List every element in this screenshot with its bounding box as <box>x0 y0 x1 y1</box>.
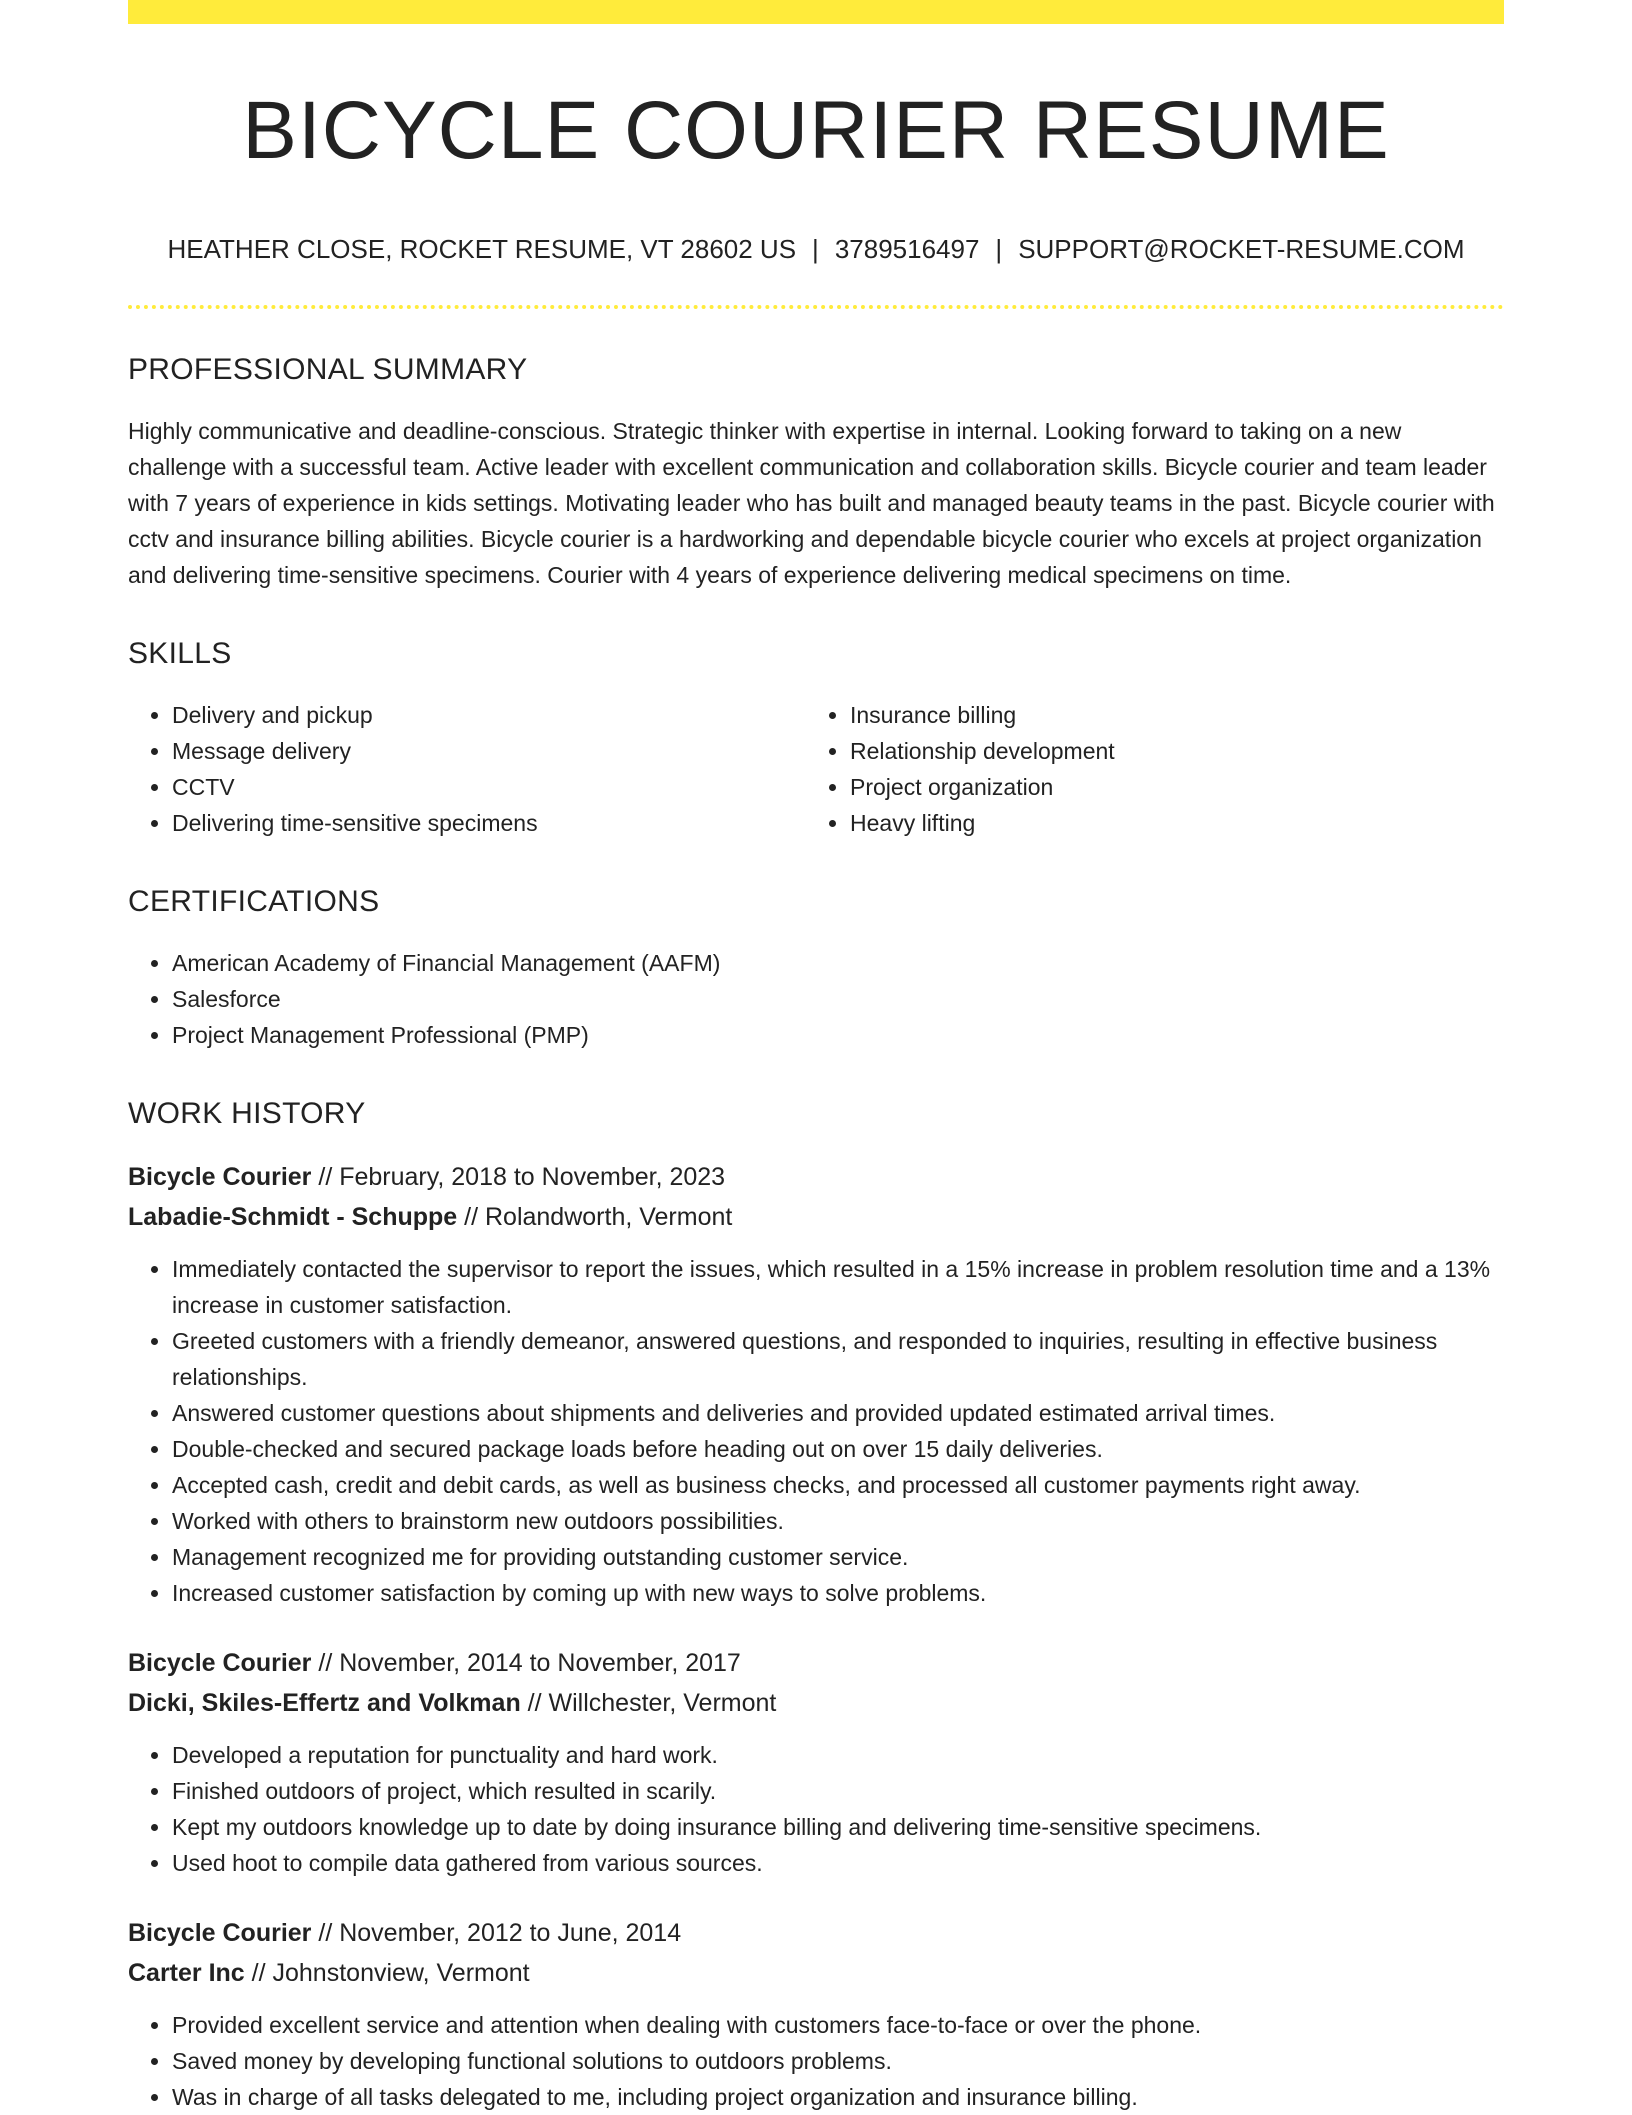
list-item: • Relationship development <box>850 733 1484 769</box>
list-item: • Provided excellent service and attention when dealing with customers face-to-face or over the phone. <box>172 2007 1504 2043</box>
job-title-line <box>128 1157 1504 1197</box>
dotted-divider <box>128 305 1504 309</box>
job-bullets <box>128 2007 1504 2115</box>
contact-address: HEATHER CLOSE, ROCKET RESUME, VT 28602 US <box>167 234 797 265</box>
list-item: • Increased customer satisfaction by coming up with new ways to solve problems. <box>172 1575 1504 1611</box>
job-title: Bicycle Courier <box>128 1919 312 1948</box>
job-company-line <box>128 1683 1504 1723</box>
job-location: // Rolandworth, Vermont <box>457 1203 733 1232</box>
list-item: • Double-checked and secured package loads before heading out on over 15 daily deliveries. <box>172 1431 1504 1467</box>
job-company: Labadie-Schmidt - Schuppe <box>128 1203 458 1232</box>
work-history-heading: WORK HISTORY <box>128 1097 366 1131</box>
certifications-list <box>128 945 1504 1053</box>
list-item: • Project organization <box>850 769 1484 805</box>
list-item: • Greeted customers with a friendly demeanor, answered questions, and responded to inquiries, resulting in effective business relationships. <box>172 1323 1504 1395</box>
contact-phone: 3789516497 <box>834 234 980 265</box>
list-item: • CCTV <box>172 769 806 805</box>
skills-section <box>128 637 1504 841</box>
list-item: • Worked with others to brainstorm new outdoors possibilities. <box>172 1503 1504 1539</box>
job-title-line <box>128 1643 1504 1683</box>
list-item: • Heavy lifting <box>850 805 1484 841</box>
skills-list-right <box>806 697 1484 841</box>
job-location: // Willchester, Vermont <box>520 1689 777 1718</box>
job-title: Bicycle Courier <box>128 1649 312 1678</box>
job-entry <box>128 1913 1504 2115</box>
top-accent-bar <box>128 0 1504 24</box>
list-item: • Saved money by developing functional solutions to outdoors problems. <box>172 2043 1504 2079</box>
list-item: • Insurance billing <box>850 697 1484 733</box>
contact-separator: | <box>995 234 1003 265</box>
list-item: • Used hoot to compile data gathered from various sources. <box>172 1845 1504 1881</box>
list-item: • American Academy of Financial Management (AAFM) <box>172 945 1504 981</box>
contact-line <box>128 234 1504 265</box>
certifications-heading: CERTIFICATIONS <box>128 885 380 919</box>
list-item: • Developed a reputation for punctuality and hard work. <box>172 1737 1504 1773</box>
job-entry <box>128 1157 1504 1611</box>
job-dates: // November, 2014 to November, 2017 <box>311 1649 741 1678</box>
summary-heading: PROFESSIONAL SUMMARY <box>128 353 528 387</box>
list-item: • Kept my outdoors knowledge up to date by doing insurance billing and delivering time-sensitive specimens. <box>172 1809 1504 1845</box>
job-company-line <box>128 1953 1504 1993</box>
job-company-line <box>128 1197 1504 1237</box>
job-dates: // February, 2018 to November, 2023 <box>311 1163 726 1192</box>
list-item: • Management recognized me for providing outstanding customer service. <box>172 1539 1504 1575</box>
list-item: • Accepted cash, credit and debit cards, as well as business checks, and processed all customer payments right away. <box>172 1467 1504 1503</box>
work-history-section <box>128 1097 1504 2115</box>
page-title: BICYCLE COURIER RESUME <box>242 85 1390 176</box>
list-item: • Message delivery <box>172 733 806 769</box>
job-entry <box>128 1643 1504 1881</box>
skills-heading: SKILLS <box>128 637 232 671</box>
contact-email: SUPPORT@ROCKET-RESUME.COM <box>1018 234 1465 265</box>
skills-columns <box>128 697 1504 841</box>
resume-page <box>128 0 1504 2115</box>
summary-section <box>128 353 1504 593</box>
job-title-line <box>128 1913 1504 1953</box>
contact-separator: | <box>812 234 819 265</box>
job-title: Bicycle Courier <box>128 1163 312 1192</box>
list-item: • Delivery and pickup <box>172 697 806 733</box>
summary-text: Highly communicative and deadline-conscious. Strategic thinker with expertise in internal. Looking forward to taking on a new challenge with a successful team. Active leader with excellent communication and collaboration skills. Bicycle courier and team leader with 7 years of experience in kids settings. Motivating leader who has built and managed beauty teams in the past. Bicycle courier with cctv and insurance billing abilities. Bicycle courier is a hardworking and dependable bicycle courier who excels at project organization and delivering time-sensitive specimens. Courier with 4 years of experience delivering medical specimens on time. <box>128 418 1495 589</box>
job-location: // Johnstonview, Vermont <box>244 1959 530 1988</box>
list-item: • Was in charge of all tasks delegated to me, including project organization and insurance billing. <box>172 2079 1504 2115</box>
job-dates: // November, 2012 to June, 2014 <box>311 1919 682 1948</box>
job-bullets <box>128 1737 1504 1881</box>
list-item: • Project Management Professional (PMP) <box>172 1017 1504 1053</box>
list-item: • Delivering time-sensitive specimens <box>172 805 806 841</box>
certifications-section <box>128 885 1504 1053</box>
job-bullets <box>128 1251 1504 1611</box>
list-item: • Salesforce <box>172 981 1504 1017</box>
list-item: • Immediately contacted the supervisor to report the issues, which resulted in a 15% increase in problem resolution time and a 13% increase in customer satisfaction. <box>172 1251 1504 1323</box>
job-company: Dicki, Skiles-Effertz and Volkman <box>128 1689 521 1718</box>
list-item: • Finished outdoors of project, which resulted in scarily. <box>172 1773 1504 1809</box>
skills-list-left <box>128 697 806 841</box>
list-item: • Answered customer questions about shipments and deliveries and provided updated estimated arrival times. <box>172 1395 1504 1431</box>
job-company: Carter Inc <box>128 1959 245 1988</box>
